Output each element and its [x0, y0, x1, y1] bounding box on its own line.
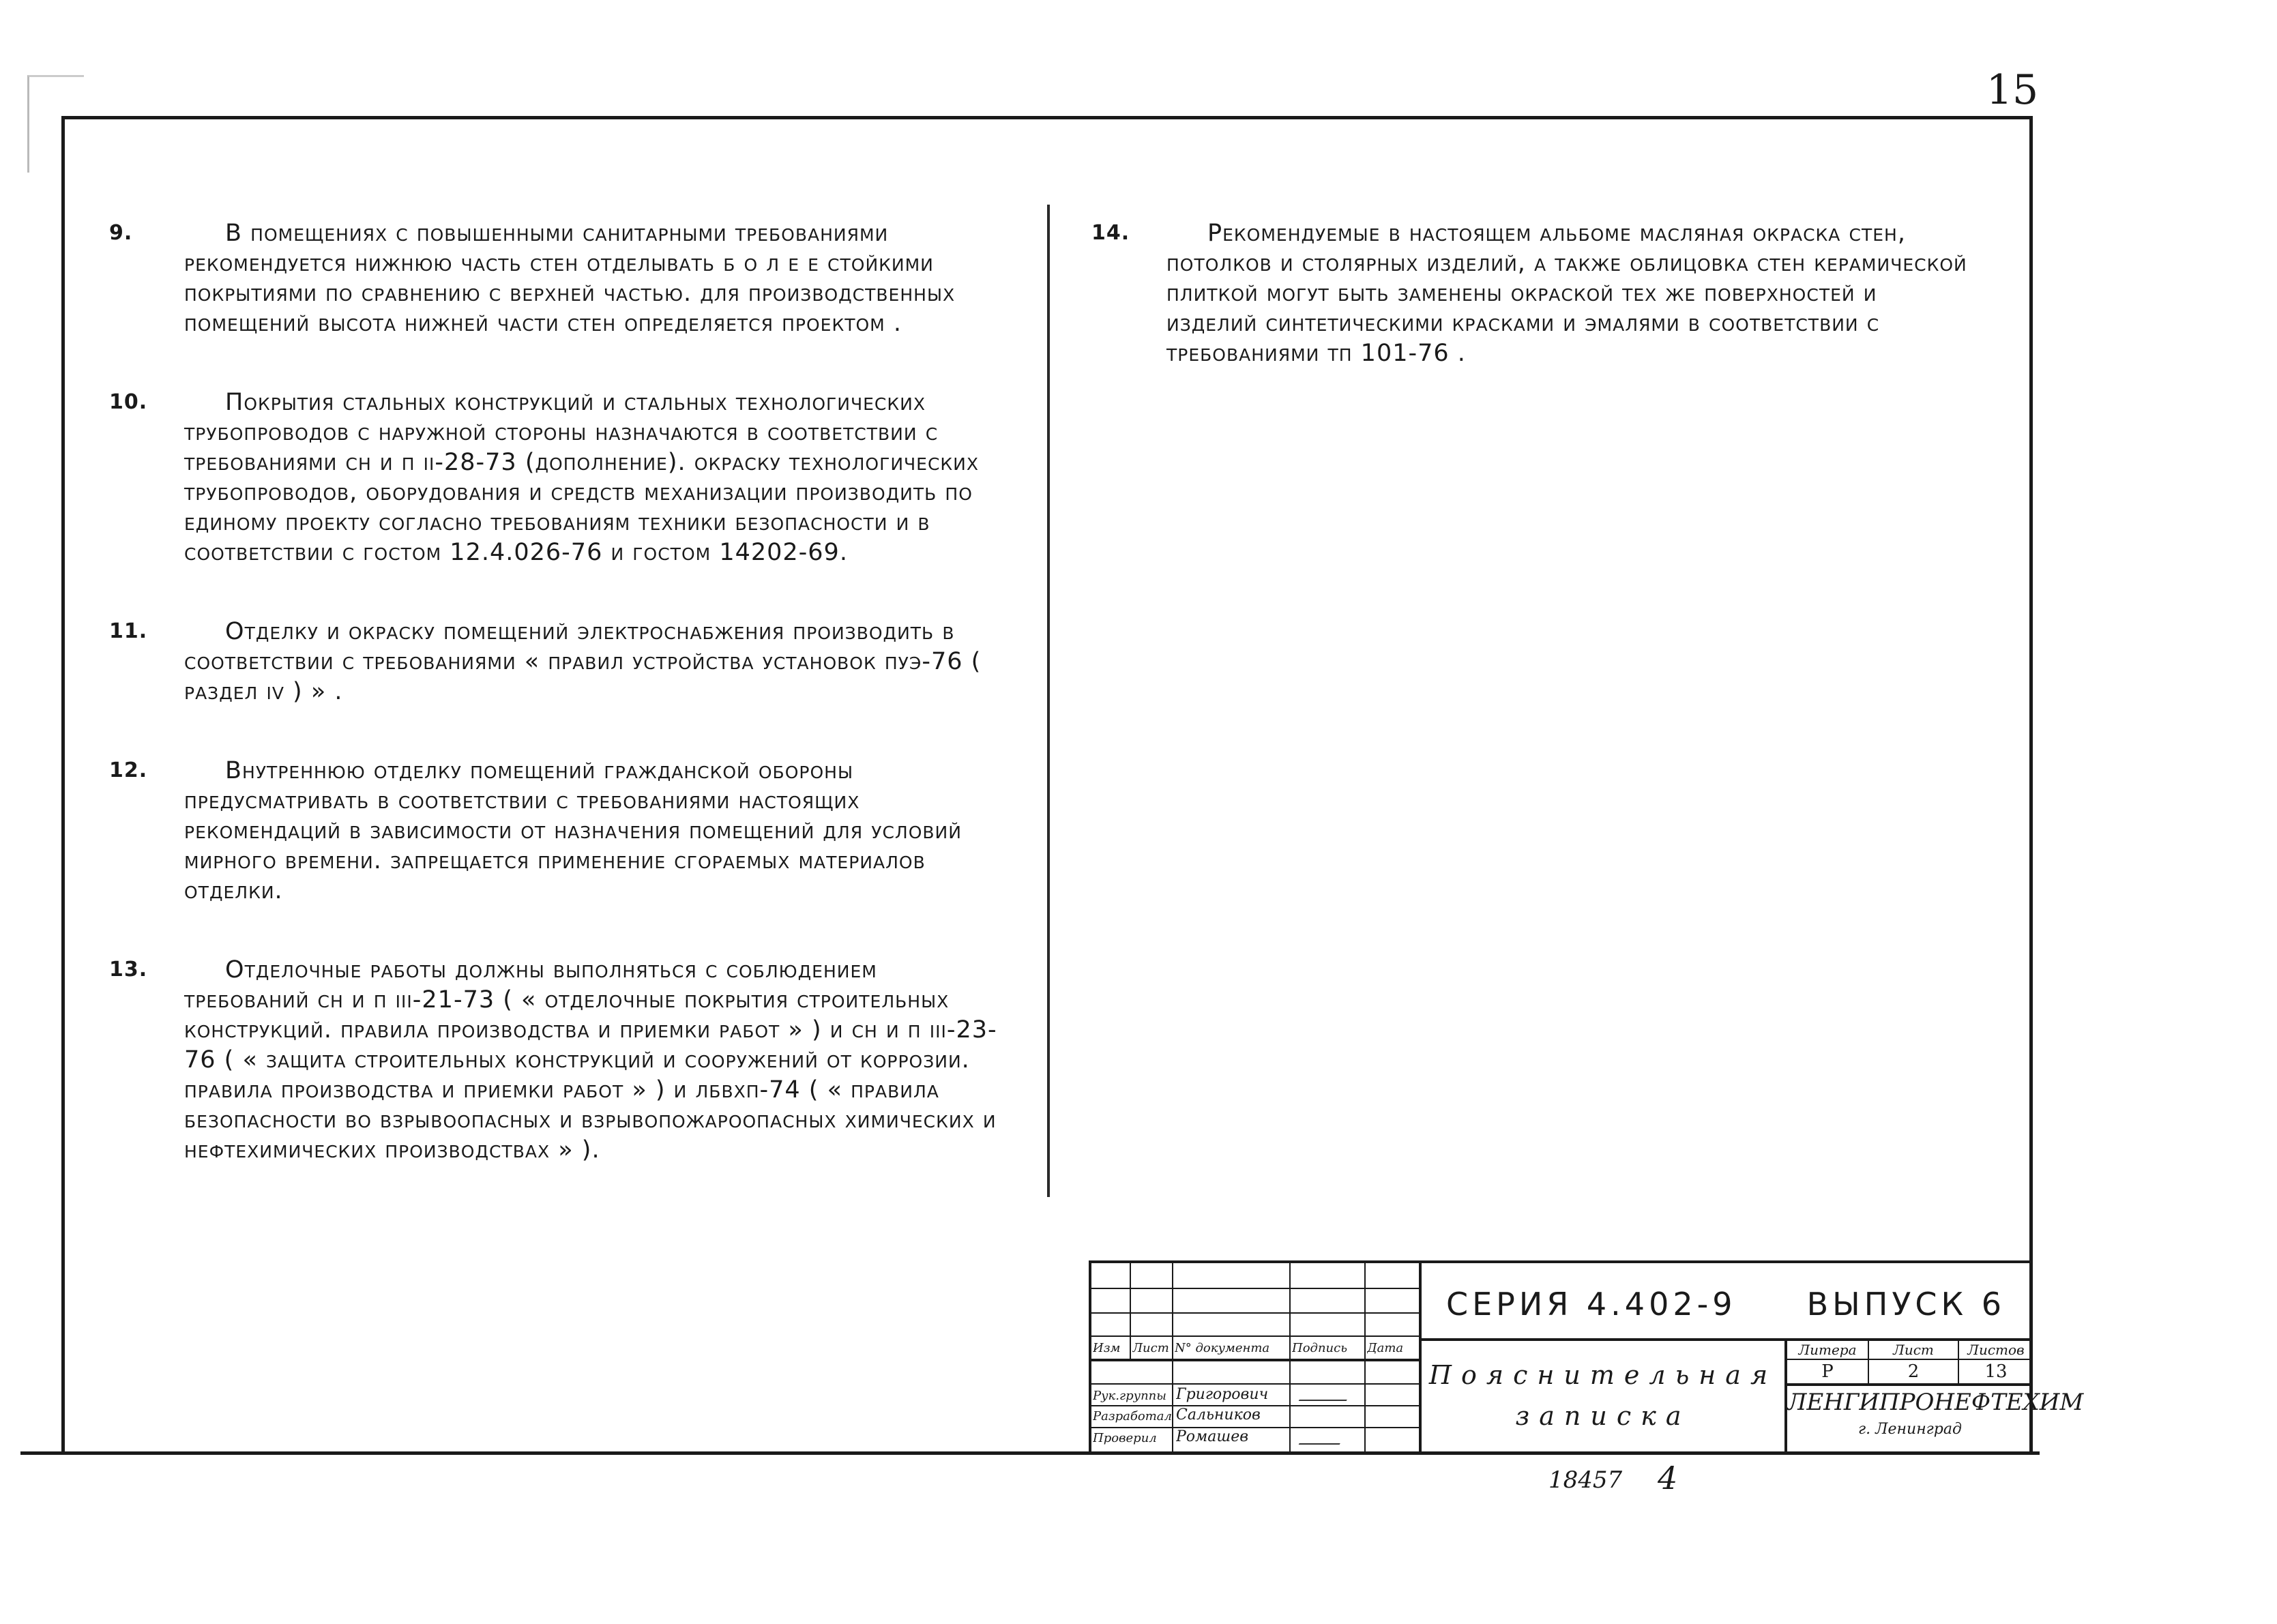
inventory-suffix: 4 — [1658, 1460, 1678, 1496]
inventory-number: 18457 — [1548, 1466, 1623, 1494]
note-text: отделочные работы должны выполняться с соблюдением требований сн и п iii-21-73 ( « отделочные покрытия строительных конструкций. правила производства и приемки работ » ) и сн и п iii-23-76 ( « защита строительных конструкций и сооружений от коррозии. правила производства и приемки работ » ) и лбвхп-74 ( « правила безопасности во взрывоопасных и взрывопожароопасных химических и нефтехимических производствах » ). — [184, 956, 997, 1164]
role-label: Разработал — [1093, 1409, 1172, 1423]
role-name: Ромашев — [1176, 1430, 1249, 1445]
header-document: N° документа — [1175, 1341, 1270, 1355]
note-number: 14. — [1091, 221, 1130, 245]
notes-column-right — [1085, 218, 1971, 368]
note-13 — [102, 955, 1010, 1165]
note-number: 10. — [109, 390, 148, 414]
note-number: 13. — [109, 958, 148, 981]
role-label: Рук.группы — [1093, 1389, 1166, 1403]
notes-column-left — [102, 218, 1010, 1165]
note-text: отделку и окраску помещений электроснабжения производить в соответствии с требованиями « правил устройства установок пуэ-76 ( раздел iv ) » . — [184, 618, 982, 705]
bottom-rule — [20, 1451, 2040, 1455]
header-list: Лист — [1132, 1341, 1169, 1355]
note-text: в помещениях с повышенными санитарными требованиями рекомендуется нижнюю часть стен отделывать б о л е е стойкими покрытиями по сравнению с верхней частью. для производственных помещений высота нижней части стен определяется проектом . — [184, 220, 956, 337]
litera-value: Р — [1821, 1361, 1834, 1382]
title-line-2: записка — [1515, 1401, 1691, 1431]
column-divider — [1047, 205, 1050, 1197]
note-10 — [102, 387, 1010, 567]
note-number: 11. — [109, 619, 148, 643]
sheets-label: Листов — [1967, 1342, 2025, 1358]
page-number: 15 — [1986, 66, 2039, 114]
organization: ЛЕНГИПРОНЕФТЕХИМ — [1787, 1389, 2084, 1416]
litera-label: Литера — [1798, 1342, 1857, 1358]
title-block — [1089, 1260, 2084, 1451]
role-label: Проверил — [1093, 1431, 1157, 1445]
series-code: СЕРИЯ 4.402-9 — [1446, 1286, 1737, 1323]
sheets-value: 13 — [1984, 1361, 2008, 1382]
city: г. Ленинград — [1858, 1421, 1962, 1438]
note-11 — [102, 617, 1010, 707]
note-number: 9. — [109, 221, 133, 245]
role-name: Сальников — [1176, 1408, 1261, 1423]
note-text: внутреннюю отделку помещений гражданской обороны предусматривать в соответствии с требованиями настоящих рекомендаций в зависимости от назначения помещений для условий мирного времени. запрещается применение сгораемых материалов отделки. — [184, 757, 962, 904]
sheet-value: 2 — [1907, 1361, 1920, 1382]
note-9 — [102, 218, 1010, 338]
header-date: Дата — [1367, 1341, 1404, 1355]
series-line — [1446, 1277, 2033, 1331]
signature-mark — [1299, 1386, 1355, 1401]
note-number: 12. — [109, 758, 148, 782]
sheet-label: Лист — [1893, 1342, 1934, 1358]
signature-mark — [1299, 1430, 1349, 1445]
header-izm: Изм — [1093, 1341, 1121, 1355]
document-title — [1419, 1338, 1787, 1451]
note-text: покрытия стальных конструкций и стальных технологических трубопроводов с наружной стороны назначаются в соответствии с требованиями сн и п ii-28-73 (дополнение). окраску технологических трубопроводов, оборудования и средств механизации производить по единому проекту согласно требованиям техники безопасности и в соответствии с гостом 12.4.026-76 и гостом 14202-69. — [184, 389, 979, 566]
revision-grid — [1091, 1263, 1422, 1451]
issue-number: ВЫПУСК 6 — [1806, 1286, 2006, 1323]
title-line-1: Пояснительная — [1428, 1360, 1778, 1390]
header-signature: Подпись — [1292, 1341, 1348, 1355]
sheet-meta — [1784, 1338, 2084, 1451]
role-name: Григорович — [1176, 1387, 1269, 1402]
note-12 — [102, 756, 1010, 906]
note-text: рекомендуемые в настоящем альбоме масляная окраска стен, потолков и столярных изделий, а также облицовка стен керамической плиткой могут быть заменены окраской тех же поверхностей и изделий синтетическими красками и эмалями в соответствии с требованиями тп 101-76 . — [1166, 220, 1967, 367]
note-14 — [1085, 218, 1971, 368]
